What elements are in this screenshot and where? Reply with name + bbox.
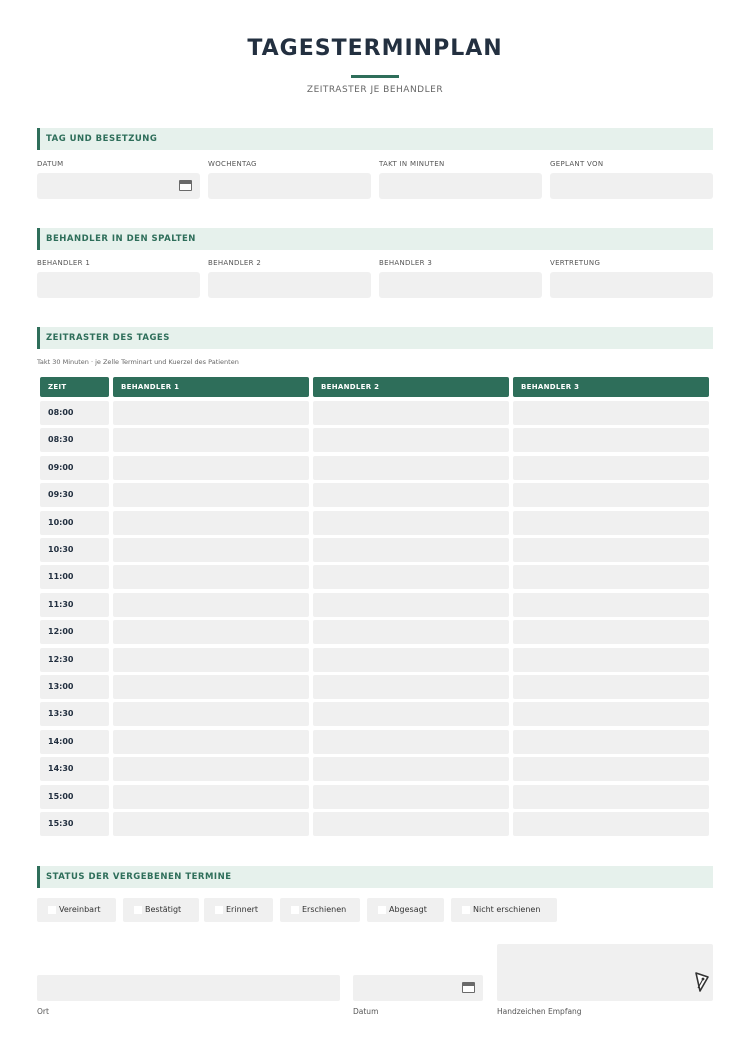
ort-field[interactable] [37,975,340,1001]
behandler-2-field[interactable] [208,272,371,298]
slot-cell-behandler-3[interactable] [513,565,709,589]
slot-cell-behandler-1[interactable] [113,483,309,507]
field-label-behandler-1: BEHANDLER 1 [37,259,91,267]
time-cell: 10:00 [40,511,109,535]
slot-cell-behandler-3[interactable] [513,511,709,535]
status-option-bestaetigt[interactable] [123,898,199,922]
section-header-staff: BEHANDLER IN DEN SPALTEN [37,228,713,250]
calendar-icon[interactable] [462,982,475,993]
status-label: Erinnert [226,905,259,914]
time-cell: 13:30 [40,702,109,726]
field-label-vertretung: VERTRETUNG [550,259,601,267]
slot-cell-behandler-2[interactable] [313,757,509,781]
time-cell: 08:00 [40,401,109,425]
slot-cell-behandler-1[interactable] [113,785,309,809]
slot-cell-behandler-2[interactable] [313,401,509,425]
field-label-datum: DATUM [37,160,64,168]
slot-cell-behandler-1[interactable] [113,730,309,754]
calendar-icon[interactable] [179,180,192,191]
status-option-erinnert[interactable] [204,898,273,922]
field-label-wochentag: WOCHENTAG [208,160,257,168]
slot-cell-behandler-2[interactable] [313,565,509,589]
slot-cell-behandler-2[interactable] [313,785,509,809]
signature-field[interactable] [497,944,713,1001]
datum-field[interactable] [37,173,200,199]
slot-cell-behandler-1[interactable] [113,511,309,535]
page-title: TAGESTERMINPLAN [247,36,503,61]
time-cell: 08:30 [40,428,109,452]
behandler-3-field[interactable] [379,272,542,298]
time-cell: 15:00 [40,785,109,809]
time-cell: 12:30 [40,648,109,672]
section-header-day: TAG UND BESETZUNG [37,128,713,150]
footer-datum-field[interactable] [353,975,483,1001]
title-underline [351,75,399,78]
status-option-abgesagt[interactable] [367,898,444,922]
slot-cell-behandler-2[interactable] [313,538,509,562]
slot-cell-behandler-2[interactable] [313,593,509,617]
page-subtitle: ZEITRASTER JE BEHANDLER [306,85,444,95]
slot-cell-behandler-1[interactable] [113,593,309,617]
status-label: Abgesagt [389,905,427,914]
wochentag-field[interactable] [208,173,371,199]
status-label: Nicht erschienen [473,905,541,914]
time-cell: 12:00 [40,620,109,644]
status-label: Erschienen [302,905,347,914]
status-option-vereinbart[interactable] [37,898,116,922]
slot-cell-behandler-3[interactable] [513,648,709,672]
slot-cell-behandler-1[interactable] [113,757,309,781]
field-label-geplant-von: GEPLANT VON [550,160,604,168]
checkbox-icon[interactable] [134,906,142,914]
slot-cell-behandler-2[interactable] [313,620,509,644]
time-cell: 09:30 [40,483,109,507]
time-cell: 14:30 [40,757,109,781]
slot-cell-behandler-1[interactable] [113,675,309,699]
field-label-behandler-2: BEHANDLER 2 [208,259,262,267]
time-cell: 11:00 [40,565,109,589]
slot-cell-behandler-1[interactable] [113,456,309,480]
status-option-nicht-erschienen[interactable] [451,898,557,922]
grid-header-behandler-3: BEHANDLER 3 [513,377,709,397]
slot-cell-behandler-1[interactable] [113,538,309,562]
takt-field[interactable] [379,173,542,199]
status-option-erschienen[interactable] [280,898,360,922]
time-cell: 15:30 [40,812,109,836]
time-cell: 11:30 [40,593,109,617]
slot-cell-behandler-3[interactable] [513,456,709,480]
slot-cell-behandler-3[interactable] [513,401,709,425]
time-cell: 14:00 [40,730,109,754]
slot-cell-behandler-3[interactable] [513,812,709,836]
slot-cell-behandler-1[interactable] [113,565,309,589]
grid-header-zeit: ZEIT [40,377,109,397]
slot-cell-behandler-3[interactable] [513,757,709,781]
slot-cell-behandler-3[interactable] [513,675,709,699]
slot-cell-behandler-2[interactable] [313,428,509,452]
slot-cell-behandler-1[interactable] [113,428,309,452]
ort-label: Ort [37,1007,49,1016]
slot-cell-behandler-1[interactable] [113,812,309,836]
footer-datum-label: Datum [353,1007,379,1016]
slot-cell-behandler-3[interactable] [513,483,709,507]
checkbox-icon[interactable] [48,906,56,914]
slot-cell-behandler-1[interactable] [113,702,309,726]
slot-cell-behandler-2[interactable] [313,675,509,699]
checkbox-icon[interactable] [462,906,470,914]
time-cell: 10:30 [40,538,109,562]
checkbox-icon[interactable] [291,906,299,914]
grid-header-behandler-1: BEHANDLER 1 [113,377,309,397]
signature-label: Handzeichen Empfang [497,1007,582,1016]
slot-cell-behandler-2[interactable] [313,483,509,507]
checkbox-icon[interactable] [378,906,386,914]
slot-cell-behandler-2[interactable] [313,730,509,754]
time-cell: 09:00 [40,456,109,480]
status-label: Vereinbart [59,905,101,914]
slot-cell-behandler-3[interactable] [513,785,709,809]
grid-header-behandler-2: BEHANDLER 2 [313,377,509,397]
slot-cell-behandler-1[interactable] [113,401,309,425]
behandler-1-field[interactable] [37,272,200,298]
section-header-grid: ZEITRASTER DES TAGES [37,327,713,349]
slot-cell-behandler-2[interactable] [313,456,509,480]
pen-icon [694,971,710,993]
checkbox-icon[interactable] [215,906,223,914]
field-label-takt: TAKT IN MINUTEN [379,160,445,168]
slot-cell-behandler-2[interactable] [313,702,509,726]
geplant-von-field[interactable] [550,173,713,199]
slot-cell-behandler-3[interactable] [513,730,709,754]
slot-cell-behandler-1[interactable] [113,648,309,672]
slot-cell-behandler-3[interactable] [513,702,709,726]
slot-cell-behandler-3[interactable] [513,428,709,452]
section-header-status: STATUS DER VERGEBENEN TERMINE [37,866,713,888]
slot-cell-behandler-3[interactable] [513,593,709,617]
slot-cell-behandler-3[interactable] [513,620,709,644]
grid-note: Takt 30 Minuten · je Zelle Terminart und Kuerzel des Patienten [37,358,239,366]
slot-cell-behandler-2[interactable] [313,648,509,672]
slot-cell-behandler-2[interactable] [313,812,509,836]
vertretung-field[interactable] [550,272,713,298]
time-cell: 13:00 [40,675,109,699]
status-label: Bestätigt [145,905,182,914]
slot-cell-behandler-2[interactable] [313,511,509,535]
field-label-behandler-3: BEHANDLER 3 [379,259,433,267]
slot-cell-behandler-1[interactable] [113,620,309,644]
slot-cell-behandler-3[interactable] [513,538,709,562]
